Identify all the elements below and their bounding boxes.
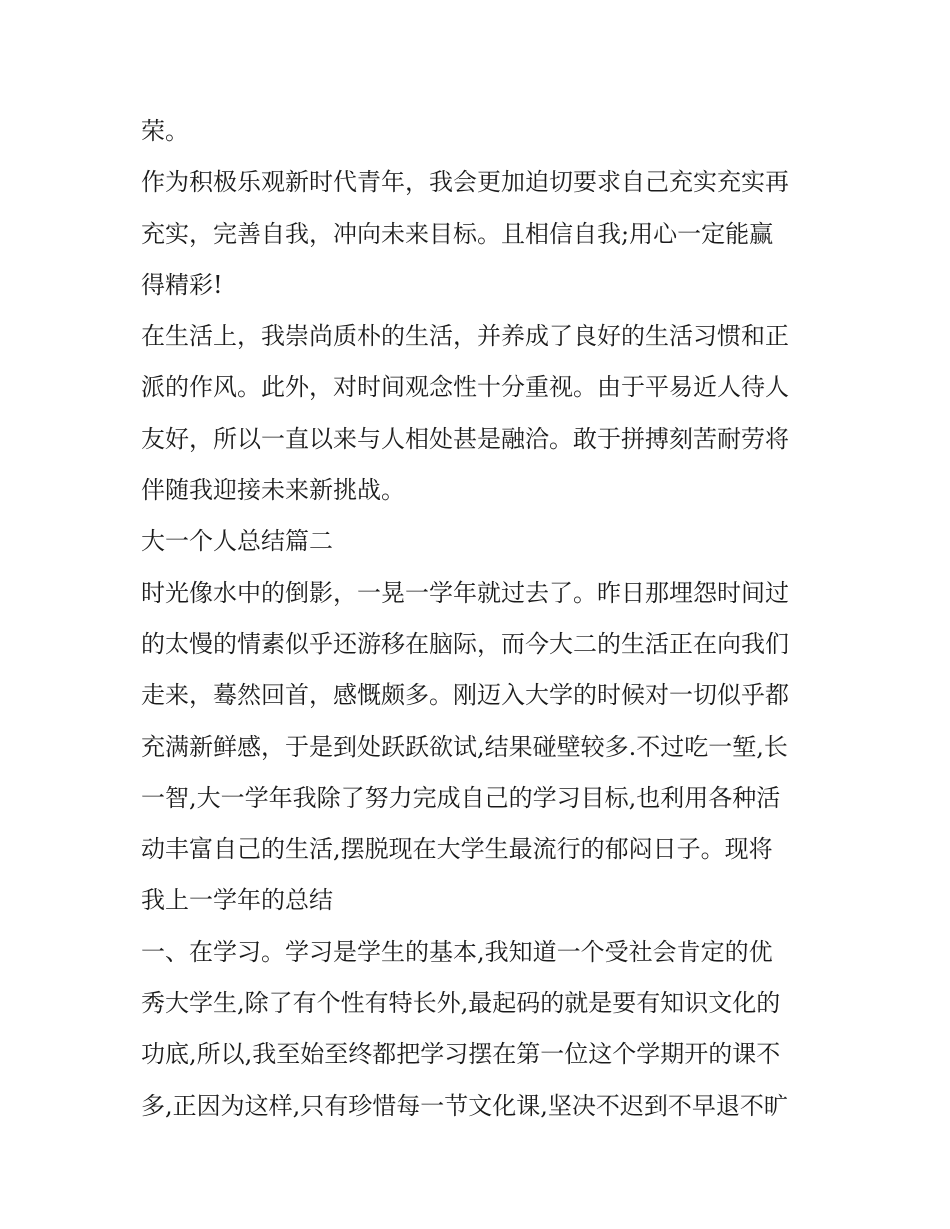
text-line: 充满新鲜感，于是到处跃跃欲试,结果碰壁较多.不过吃一堑,长 [141, 732, 788, 761]
text-line: 一智,大一学年我除了努力完成自己的学习目标,也利用各种活 [141, 783, 781, 812]
text-line: 秀大学生,除了有个性有特长外,最起码的就是要有知识文化的 [141, 989, 781, 1018]
text-line: 功底,所以,我至始至终都把学习摆在第一位这个学期开的课不 [141, 1040, 781, 1069]
text-line: 的太慢的情素似乎还游移在脑际，而今大二的生活正在向我们 [141, 629, 789, 658]
text-line: 友好，所以一直以来与人相处甚是融洽。敢于拼搏刻苦耐劳将 [141, 424, 789, 453]
text-line: 充实，完善自我，冲向未来目标。且相信自我;用心一定能赢 [141, 219, 774, 248]
text-line: 时光像水中的倒影，一晃一学年就过去了。昨日那埋怨时间过 [141, 578, 789, 607]
text-line: 一、在学习。学习是学生的基本,我知道一个受社会肯定的优 [141, 937, 773, 966]
section-heading: 大一个人总结篇二 [141, 527, 333, 556]
text-line: 伴随我迎接未来新挑战。 [141, 476, 405, 505]
text-line: 我上一学年的总结 [141, 886, 333, 915]
text-line: 得精彩! [141, 270, 223, 299]
text-line: 多,正因为这样,只有珍惜每一节文化课,坚决不迟到不早退不旷 [141, 1091, 788, 1120]
text-line: 在生活上，我崇尚质朴的生活，并养成了良好的生活习惯和正 [141, 322, 789, 351]
document-body [141, 106, 821, 1132]
text-line: 走来，蓦然回首，感慨颇多。刚迈入大学的时候对一切似乎都 [141, 681, 789, 710]
text-line: 作为积极乐观新时代青年，我会更加迫切要求自己充实充实再 [141, 168, 789, 197]
text-line: 派的作风。此外，对时间观念性十分重视。由于平易近人待人 [141, 373, 789, 402]
text-line: 动丰富自己的生活,摆脱现在大学生最流行的郁闷日子。现将 [141, 835, 773, 864]
text-line: 荣。 [141, 117, 189, 145]
